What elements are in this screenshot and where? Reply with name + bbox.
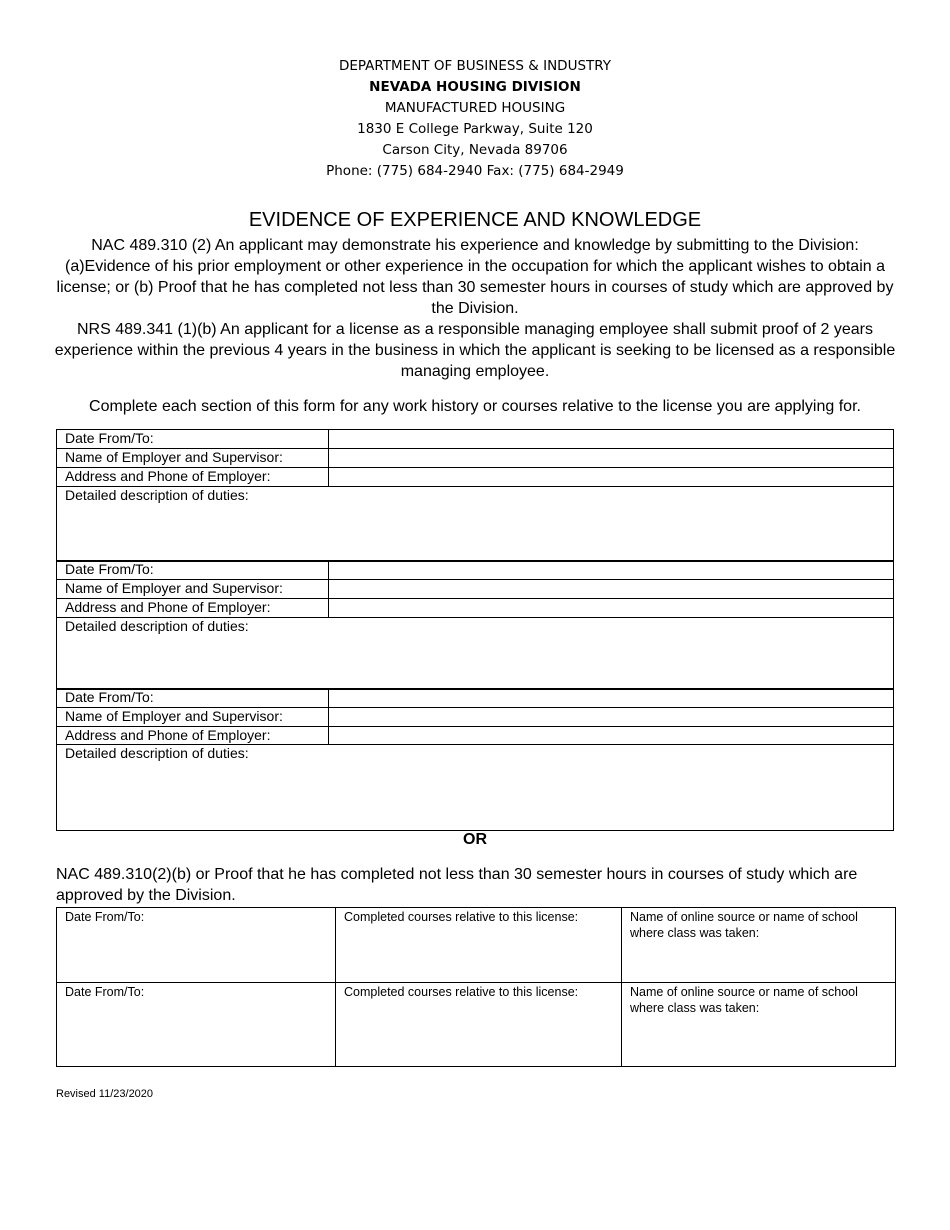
course-row [57, 983, 896, 1067]
instruction-paragraph: Complete each section of this form for any work history or courses relative to the license you are applying for. [89, 398, 861, 415]
duties-label: Detailed description of duties: [65, 745, 249, 761]
course-name-label: Completed courses relative to this license: [344, 985, 579, 999]
address-field[interactable] [329, 727, 894, 745]
course-source-label: Name of online source or name of school where class was taken: [630, 985, 858, 1015]
address-label: Address and Phone of Employer: [57, 599, 329, 618]
nrs-paragraph: NRS 489.341 (1)(b) An applicant for a license as a responsible managing employee shall submit proof of 2 years experience within the previous 4 years in the business in which the applicant is seeking to be licensed as a responsible managing employee. [54, 321, 896, 380]
section-name: MANUFACTURED HOUSING [384, 100, 566, 116]
duties-label: Detailed description of duties: [65, 487, 249, 503]
course-source-label: Name of online source or name of school where class was taken: [630, 910, 858, 940]
date-label: Date From/To: [57, 689, 329, 708]
city-address: Carson City, Nevada 89706 [382, 142, 568, 158]
department-name: DEPARTMENT OF BUSINESS & INDUSTRY [338, 58, 612, 74]
course-date-cell[interactable] [57, 983, 336, 1067]
form-title: EVIDENCE OF EXPERIENCE AND KNOWLEDGE [248, 209, 702, 231]
date-field[interactable] [329, 689, 894, 708]
phone-fax: Phone: (775) 684-2940 Fax: (775) 684-2949 [326, 163, 624, 179]
duties-field[interactable] [57, 487, 894, 562]
work-history-block-2 [56, 560, 894, 690]
work-history-block-1 [56, 429, 894, 562]
or-divider: OR [463, 831, 487, 848]
employer-label: Name of Employer and Supervisor: [57, 708, 329, 727]
course-date-label: Date From/To: [65, 910, 145, 924]
date-label: Date From/To: [57, 561, 329, 580]
address-field[interactable] [329, 468, 894, 487]
course-source-cell[interactable] [622, 908, 896, 983]
courses-intro: NAC 489.310(2)(b) or Proof that he has completed not less than 30 semester hours in courses of study which are approved by the Division. [56, 866, 858, 904]
course-name-label: Completed courses relative to this license: [344, 910, 579, 924]
duties-field[interactable] [57, 745, 894, 831]
division-name: NEVADA HOUSING DIVISION [369, 79, 581, 95]
employer-field[interactable] [329, 449, 894, 468]
revision-date: Revised 11/23/2020 [56, 1088, 154, 1100]
letterhead [0, 56, 950, 182]
address-label: Address and Phone of Employer: [57, 468, 329, 487]
nac-paragraph: NAC 489.310 (2) An applicant may demonstrate his experience and knowledge by submitting to the Division: (a)Evidence of his prior employment or other experience in the occupation for which the applicant wishes to obtain a license; or (b) Proof that he has completed not less than 30 semester hours in courses of study which are approved by the Division. [56, 237, 894, 317]
courses-table [56, 907, 896, 1067]
course-name-cell[interactable] [336, 983, 622, 1067]
course-source-cell[interactable] [622, 983, 896, 1067]
duties-label: Detailed description of duties: [65, 618, 249, 634]
duties-field[interactable] [57, 618, 894, 690]
date-field[interactable] [329, 561, 894, 580]
employer-label: Name of Employer and Supervisor: [57, 449, 329, 468]
address-label: Address and Phone of Employer: [57, 727, 329, 745]
employer-field[interactable] [329, 708, 894, 727]
course-date-cell[interactable] [57, 908, 336, 983]
address-field[interactable] [329, 599, 894, 618]
course-date-label: Date From/To: [65, 985, 145, 999]
work-history-block-3 [56, 688, 894, 831]
employer-label: Name of Employer and Supervisor: [57, 580, 329, 599]
date-label: Date From/To: [57, 430, 329, 449]
course-row [57, 908, 896, 983]
street-address: 1830 E College Parkway, Suite 120 [357, 121, 593, 137]
course-name-cell[interactable] [336, 908, 622, 983]
employer-field[interactable] [329, 580, 894, 599]
date-field[interactable] [329, 430, 894, 449]
